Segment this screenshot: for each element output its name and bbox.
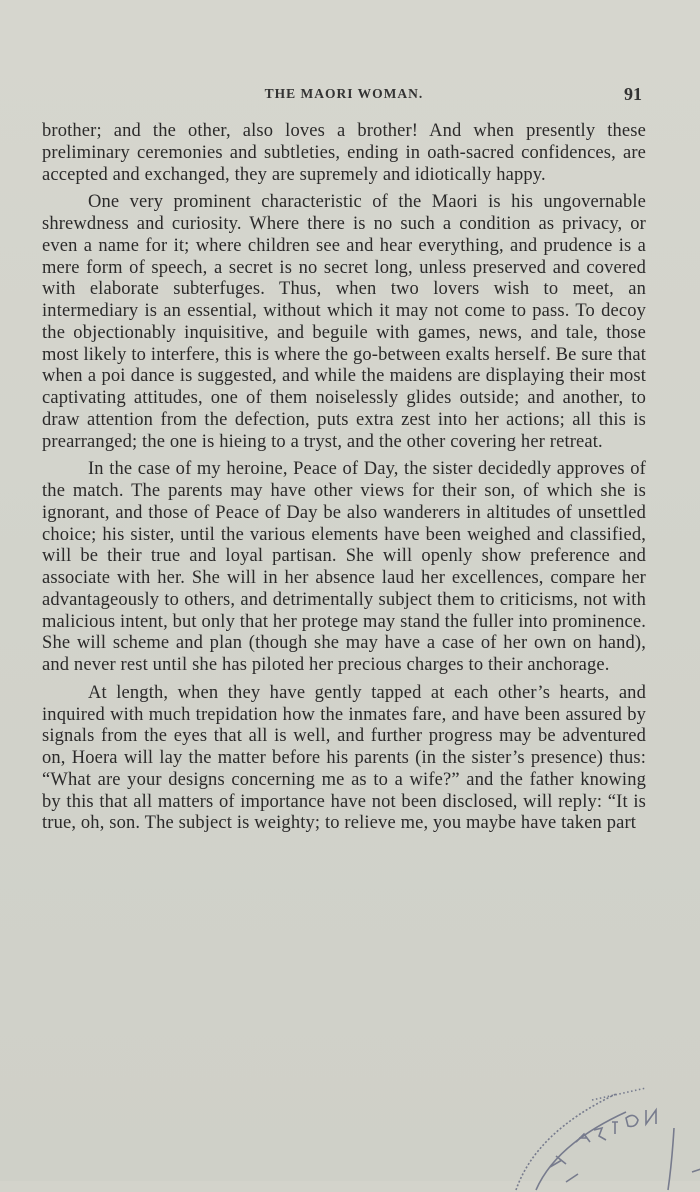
page-number: 91 (624, 84, 642, 104)
paragraph-4: At length, when they have gently tapped at each other’s hearts, and inquired with much trepidation how the inmates fare, and have been assured by signals from the eyes that all is well, and further progress may be adventured on, Hoera will lay the matter before his parents (in the sister’s presence) thus: “What are your designs concerning me as to a wife?” and the father knowing by this that all matters of importance have not been disclosed, will reply: “It is true, oh, son. The subject is weighty; to relieve me, you maybe have taken part (42, 682, 646, 834)
paragraph-1: brother; and the other, also loves a brother! And when presently these preliminary ceremonies and subtleties, ending in oath-sacred confidences, are accepted and exchanged, they are supremely and idiotically happy. (42, 121, 646, 185)
running-title: THE MAORI WOMAN. (264, 86, 424, 101)
running-head (42, 84, 646, 106)
body-text (42, 121, 646, 841)
paragraph-2: One very prominent characteristic of the Maori is his ungovernable shrewdness and curiosity. Where there is no such a condition as privacy, or even a name for it; where children see and hear everything, and prudence is a mere form of speech, a secret is no secret long, unless preserved and covered with elaborate subterfuges. Thus, when two lovers wish to meet, an intermediary is an essential, without which it may not come to pass. To decoy the objectionably inquisitive, and beguile with games, news, and tale, those most likely to interfere, this is where the go-between exalts herself. Be sure that when a poi dance is suggested, and while the maidens are displaying their most captivating attitudes, one of them noiselessly glides outside; and another, to draw attention from the defection, puts extra zest into her actions; all this is prearranged; the one is hieing to a tryst, and the other covering her retreat. (42, 192, 646, 452)
library-stamp-icon (496, 1072, 700, 1192)
paragraph-3: In the case of my heroine, Peace of Day, the sister decidedly approves of the match. The parents may have other views for their son, of which she is ignorant, and those of Peace of Day be also wanderers in altitudes of unsettled choice; his sister, until the various elements have been weighed and classified, will be their true and loyal partisan. She will openly show preference and associate with her. She will in her absence laud her excellences, compare her advantageously to others, and detrimentally subject them to criticisms, not with malicious intent, but only that her protege may stand the fuller into prominence. She will scheme and plan (though she may have a case of her own on hand), and never rest until she has piloted her precious charges to their anchorage. (42, 459, 646, 675)
